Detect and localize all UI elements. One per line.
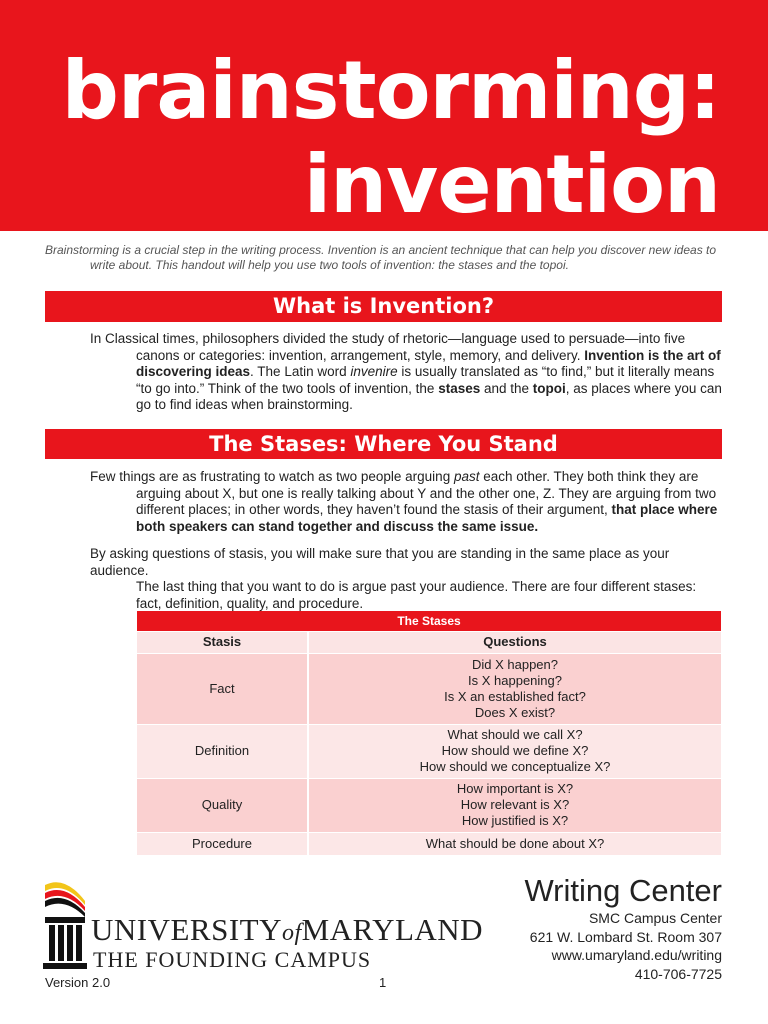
section-heading-invention: What is Invention? — [45, 291, 722, 322]
stasis-cell: Fact — [137, 653, 308, 724]
questions-cell — [308, 778, 721, 832]
p2-text-b: each other. They both think they are — [479, 469, 699, 484]
title-banner — [0, 0, 768, 231]
column-header-questions: Questions — [308, 631, 721, 653]
question: What should we call X? — [447, 727, 583, 742]
writing-center-title: Writing Center — [524, 873, 722, 908]
university-logo — [41, 877, 484, 977]
p1-text-d: is usually translated as “to find,” but it literally means “to go into.” Think of the two tools of invention, the — [136, 364, 715, 396]
p1-latin-word: invenire — [350, 364, 398, 379]
p1-text-b: canons or categories: invention, arrangement, style, memory, and delivery. — [136, 347, 585, 363]
p1-first-line: In Classical times, philosophers divided the study of rhetoric—language used to persuade—into five — [90, 331, 686, 346]
logo-university-name — [91, 912, 483, 948]
p2-bold-stasis-definition: that place where both speakers can stand together and discuss the same issue. — [136, 502, 718, 534]
questions-cell — [308, 832, 721, 855]
question: How should we conceptualize X? — [419, 759, 611, 774]
intro-paragraph — [45, 243, 725, 273]
question: Is X an established fact? — [444, 688, 586, 704]
p2-first-line — [90, 469, 698, 484]
contact-phone: 410-706-7725 — [634, 965, 722, 982]
invention-paragraph — [90, 331, 722, 414]
p1-hanging — [90, 348, 722, 414]
column-header-stasis: Stasis — [137, 631, 308, 653]
p2-text-a: Few things are as frustrating to watch as two people arguing — [90, 469, 454, 484]
question: How important is X? — [456, 781, 574, 796]
contact-building: SMC Campus Center — [588, 910, 722, 926]
title-line-1: brainstorming: — [61, 44, 720, 137]
table-row-procedure — [137, 832, 721, 855]
table-header-row — [137, 631, 721, 653]
p3-hanging: The last thing that you want to do is argue past your audience. There are four different stases: fact, definition, quality, and procedure. — [136, 579, 697, 611]
title-line-2: invention — [303, 138, 720, 231]
p1-text-c: . The Latin word — [250, 364, 351, 379]
logo-word-university: UNIVERSITY — [91, 912, 282, 947]
logo-word-of: of — [282, 920, 302, 946]
table-caption-row — [137, 611, 721, 631]
questions-cell — [308, 724, 721, 778]
p1-text-e: and the — [480, 380, 533, 396]
section-heading-stases: The Stases: Where You Stand — [45, 429, 722, 459]
logo-tagline: THE FOUNDING CAMPUS — [93, 947, 372, 972]
questions-cell — [308, 653, 721, 724]
question: What should be done about X? — [425, 835, 605, 851]
contact-address: 621 W. Lombard St. Room 307 — [529, 928, 722, 945]
logo-word-maryland: MARYLAND — [301, 912, 484, 947]
question: How relevant is X? — [460, 797, 570, 812]
stases-paragraph-1 — [90, 469, 722, 535]
question: How justified is X? — [461, 813, 569, 828]
p2-italic-past: past — [453, 469, 480, 484]
contact-block — [524, 873, 722, 983]
stasis-cell: Procedure — [137, 832, 308, 855]
intro-line-1: Brainstorming is a crucial step in the writing process. Invention is an ancient technique that can help you discover new ideas to — [45, 243, 717, 257]
table-caption: The Stases — [137, 611, 721, 631]
contact-website: www.umaryland.edu/writing — [551, 947, 722, 963]
p1-bold-definition: Invention is the art of discovering ideas — [136, 347, 721, 379]
page-title — [62, 44, 720, 232]
p1-bold-topoi: topoi — [532, 380, 566, 396]
stases-table — [137, 611, 721, 855]
question: Does X exist? — [474, 704, 556, 720]
p1-bold-stases: stases — [438, 380, 481, 396]
p2-text-c: arguing about X, but one is really talking about Y and the other one, Z. They are arguing from two different places; in other words, they haven’t found the stasis of their argument, — [136, 485, 717, 517]
version-label: Version 2.0 — [45, 975, 111, 990]
p2-hanging — [90, 486, 722, 536]
stases-paragraph-2 — [90, 546, 722, 612]
table-row-definition — [137, 724, 721, 778]
question: Is X happening? — [468, 672, 562, 688]
intro-line-2: write about. This handout will help you use two tools of invention: the stases and the topoi. — [90, 258, 569, 272]
question: Did X happen? — [471, 656, 558, 672]
table-row-quality — [137, 778, 721, 832]
page-number: 1 — [379, 975, 387, 990]
question: How should we define X? — [441, 743, 589, 758]
dome-building-icon — [41, 877, 89, 977]
stasis-cell: Quality — [137, 778, 308, 832]
p3-first-line: By asking questions of stasis, you will make sure that you are standing in the same place as your audience. — [90, 546, 670, 578]
p1-text-f: , as places where you can go to find ideas when brainstorming. — [136, 380, 722, 412]
table-row-fact — [137, 653, 721, 724]
stasis-cell: Definition — [137, 724, 308, 778]
